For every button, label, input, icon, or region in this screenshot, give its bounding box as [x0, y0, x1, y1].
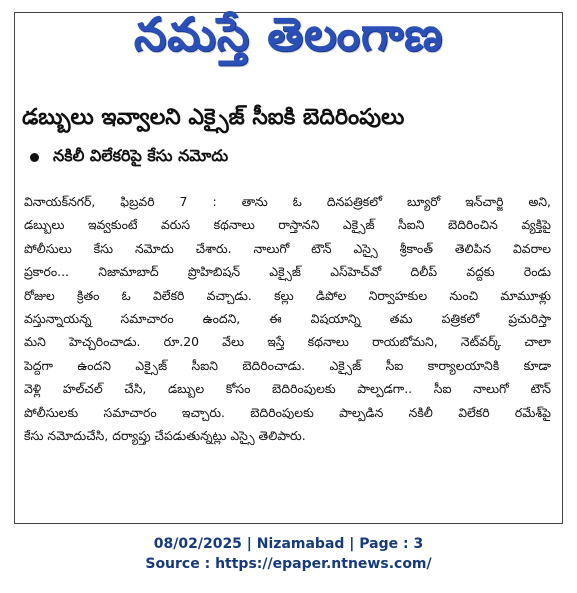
body-line: డబ్బులు ఇవ్వకుంటే వరుస కథనాలు రాస్తానని ఎక్సైజ్ సీఐని బెదిరించిన వ్యక్తిపై — [24, 217, 551, 233]
subhead-text: నకిలీ విలేకరిపై కేసు నమోదు — [53, 146, 229, 165]
masthead-logo: నమస్తే తెలంగాణ — [133, 7, 444, 61]
article-headline: డబ్బులు ఇవ్వాలని ఎక్సైజ్ సీఐకి బెదిరింపులు — [22, 105, 405, 130]
source-footer — [0, 534, 577, 574]
bullet-icon — [30, 153, 39, 162]
body-line: వినాయక్‌నగర్, ఫిబ్రవరి 7 : తాను ఓ దినపత్రికలో బ్యూరో ఇన్‌చార్జి అని, — [24, 194, 551, 209]
body-line: పోలీసులు కేసు నమోదు చేశారు. నాలుగో టౌన్ ఎస్సై శ్రీకాంత్ తెలిపిన వివరాల — [24, 240, 551, 256]
article-body — [24, 190, 551, 447]
body-line: పెద్దగా ఉందని ఎక్సైజ్ సీఐని బెదిరించాడు. ఎక్సైజ్ సీఐ కార్యాలయానికి కూడా — [24, 357, 551, 373]
source-url: Source : https://epaper.ntnews.com/ — [145, 556, 432, 572]
body-line: కేసు నమోదుచేసి, దర్యాప్తు చేపడుతున్నట్లు ఎస్సై తెలిపారు. — [24, 428, 306, 444]
body-line: రోజుల క్రితం ఓ విలేకరి వచ్చాడు. కల్లు డిపోల నిర్వాహకుల నుంచి మామూళ్లు — [24, 287, 551, 303]
body-line: పోలీసులకు సమాచారం ఇచ్చారు. బెదిరింపులకు పాల్పడిన నకిలీ విలేకరి రమేశ్‌పై — [24, 404, 551, 420]
body-line: వస్తున్నాయన్న సమాచారం ఉందని, ఈ విషయాన్ని తమ పత్రికలో ప్రచురిస్తా — [24, 311, 551, 327]
body-line: ప్రకారం... నిజామాబాద్ ప్రొహిబిషన్ ఎక్సైజ్ ఎస్‌హెచ్‌వో దిలీప్ వద్దకు రెండు — [24, 264, 551, 280]
newspaper-masthead — [0, 4, 577, 76]
date-edition-page: 08/02/2025 | Nizamabad | Page : 3 — [153, 536, 424, 552]
article-subhead — [30, 146, 555, 169]
body-line: మని హెచ్చరించాడు. రూ.20 వేలు ఇస్తే కథనాలు రాయబోమని, నెట్‌వర్క్ చాలా — [24, 334, 551, 350]
body-line: వెళ్లి హల్‌చల్ చేసి, డబ్బుల కోసం బెదిరింపులకు పాల్పడగా.. సీఐ నాలుగో టౌన్ — [24, 381, 551, 397]
